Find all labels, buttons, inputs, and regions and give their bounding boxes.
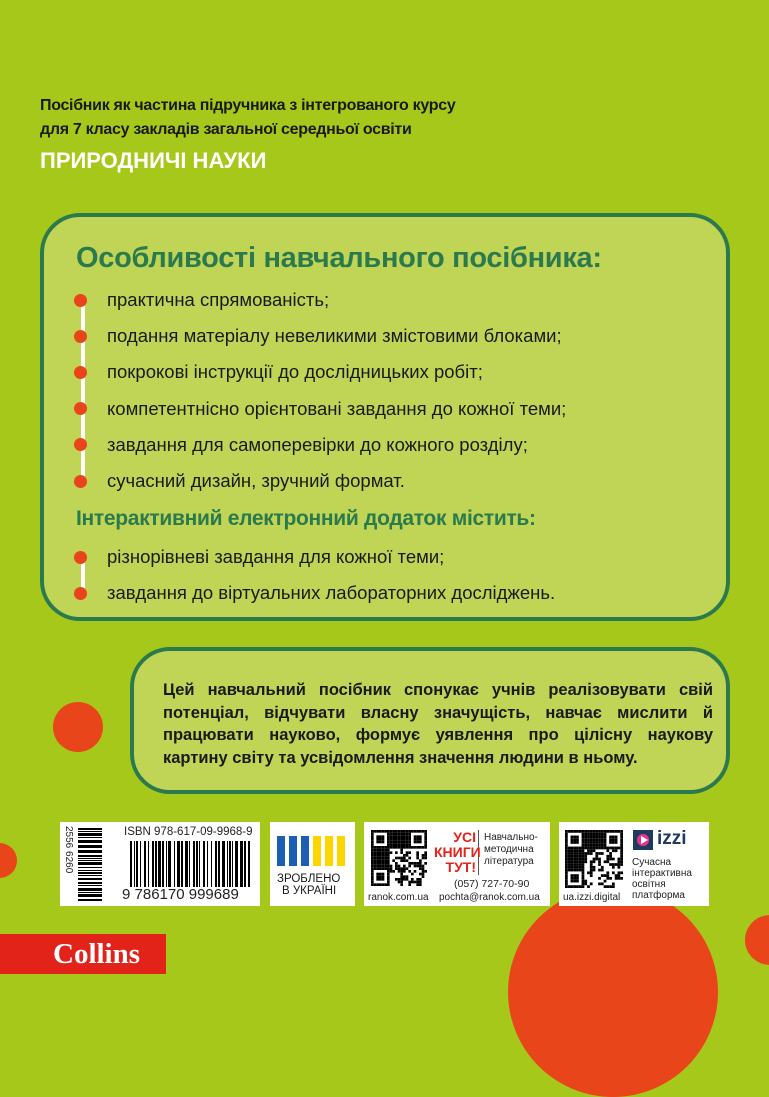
side-code: 2556 6260 <box>63 826 74 874</box>
izzi-brand: izzi <box>657 828 687 849</box>
email-link[interactable]: pochta@ranok.com.ua <box>439 892 540 903</box>
isbn-number: ISBN 978-617-09-9968-9 <box>124 826 253 838</box>
list-item <box>74 318 566 354</box>
website-link[interactable]: ua.izzi.digital <box>563 892 621 903</box>
ukraine-text: В УКРАЇНІ <box>282 885 337 897</box>
made-in-ukraine-label <box>270 822 355 906</box>
izzi-label <box>559 822 709 906</box>
decor-circle <box>53 702 103 752</box>
izzi-text: інтерактивна <box>632 868 692 879</box>
category-text: література <box>484 856 534 867</box>
list-item-text: подання матеріалу невеликими змістовими блоками; <box>107 325 562 347</box>
list-item <box>74 354 566 390</box>
list-item-text: завдання до віртуальних лабораторних досліджень. <box>107 582 556 604</box>
bullet-icon <box>74 475 87 488</box>
category-text: Навчально- <box>484 832 538 843</box>
promo-text: КНИГИ <box>434 844 481 860</box>
subtitle <box>40 94 455 142</box>
list-item-text: різнорівневі завдання для кожної теми; <box>107 546 445 568</box>
promo-text: УСІ <box>453 829 476 845</box>
izzi-text: освітня <box>632 879 666 890</box>
list-item <box>74 539 555 575</box>
subtitle-line: для 7 класу закладів загальної середньої освіти <box>40 121 412 138</box>
category-text: методична <box>484 844 534 855</box>
ukraine-text: ЗРОБЛЕНО <box>277 873 341 885</box>
list-item <box>74 282 566 318</box>
qr-code-icon[interactable] <box>565 830 623 888</box>
barcode-digits: 9 786170 999689 <box>122 886 239 903</box>
bullet-icon <box>74 402 87 415</box>
list-item <box>74 391 566 427</box>
bullet-icon <box>74 366 87 379</box>
izzi-logo-icon <box>633 830 653 850</box>
publisher-logo: Collins <box>0 934 166 974</box>
phone: (057) 727-70-90 <box>454 878 530 890</box>
features-box <box>40 213 730 621</box>
list-item <box>74 575 555 611</box>
list-item-text: практична спрямованість; <box>107 289 330 311</box>
book-title: ПРИРОДНИЧІ НАУКИ <box>40 148 267 173</box>
decor-circle <box>0 843 17 878</box>
decor-circle <box>745 915 769 965</box>
qr-code-icon[interactable] <box>371 830 427 886</box>
bullet-icon <box>74 294 87 307</box>
features-list <box>74 282 566 499</box>
list-item-text: завдання для самоперевірки до кожного розділу; <box>107 433 528 455</box>
list-item-text: покрокові інструкції до дослідницьких робіт; <box>107 361 483 383</box>
bullet-icon <box>74 438 87 451</box>
interactive-title: Інтерактивний електронний додаток містить: <box>76 507 536 530</box>
decor-circle <box>508 887 718 1097</box>
bullet-icon <box>74 587 87 600</box>
list-item <box>74 427 566 463</box>
list-item-text: компетентнісно орієнтовані завдання до кожної теми; <box>107 397 567 419</box>
features-title: Особливості навчального посібника: <box>76 242 602 274</box>
subtitle-line: Посібник як частина підручника з інтегрованого курсу <box>40 97 456 114</box>
isbn-label <box>60 822 260 906</box>
ranok-label <box>364 822 550 906</box>
izzi-text: платформа <box>632 890 685 901</box>
barcode <box>130 841 252 891</box>
izzi-text: Сучасна <box>632 857 672 868</box>
list-item-text: сучасний дизайн, зручний формат. <box>107 470 405 492</box>
bullet-icon <box>74 330 87 343</box>
description-text: Цей навчальний посібник спонукає учнів реалізовувати свій потенціал, відчувати власну значущість, навчає мислити й працювати науково, формує уявлення про цілісну наукову картину світу та усвідомлення значення людини в ньому. <box>163 681 713 767</box>
promo-text: ТУТ! <box>445 859 476 875</box>
ukraine-flag-icon <box>277 836 347 866</box>
bullet-icon <box>74 551 87 564</box>
interactive-list <box>74 539 555 611</box>
website-link[interactable]: ranok.com.ua <box>368 892 429 903</box>
description-box <box>130 647 730 794</box>
list-item <box>74 463 566 499</box>
